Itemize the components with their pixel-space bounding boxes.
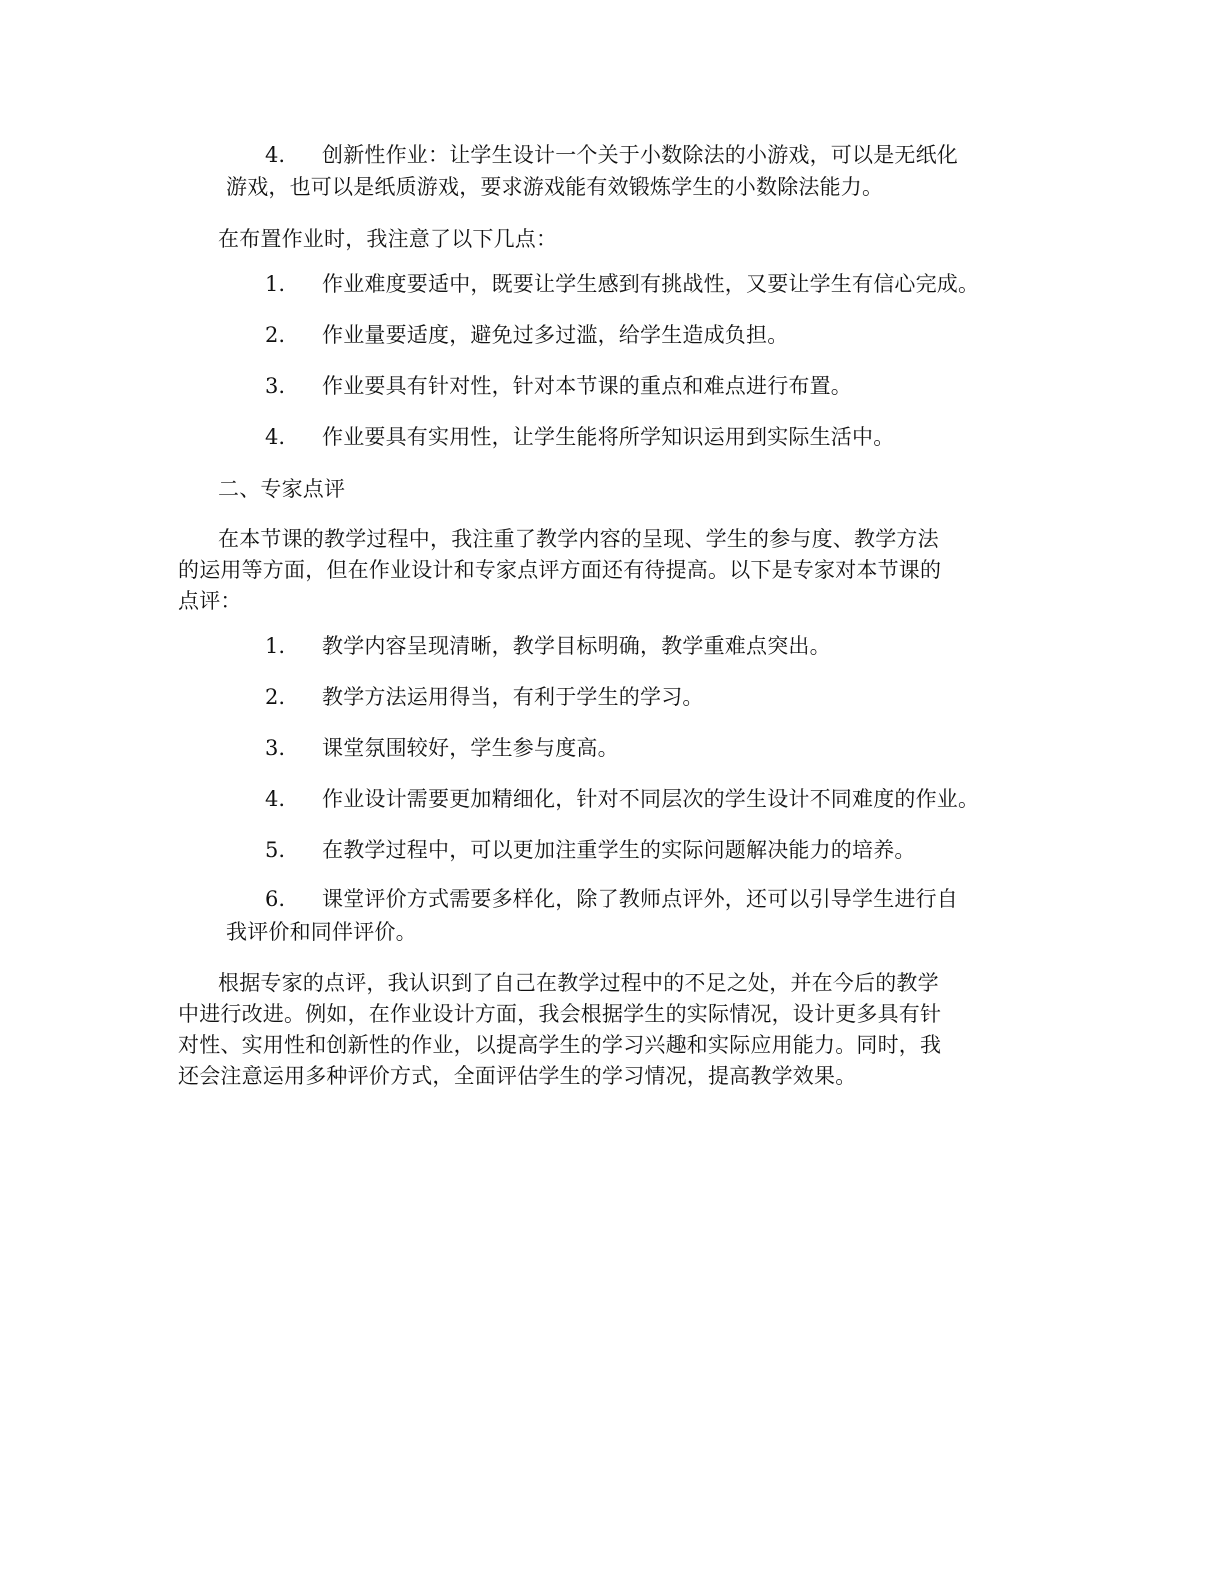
- list-number: 1.: [265, 272, 286, 296]
- list-number: 5.: [265, 838, 286, 862]
- list-item-text: 作业要具有针对性，针对本节课的重点和难点进行布置。: [322, 374, 852, 398]
- list-number: 4.: [265, 787, 286, 811]
- list-item-text-continued: 我评价和同伴评价。: [226, 920, 417, 944]
- paragraph-line: 中进行改进。例如，在作业设计方面，我会根据学生的实际情况，设计更多具有针: [178, 1002, 942, 1026]
- list-number: 1.: [265, 634, 286, 658]
- list-item-text: 课堂氛围较好，学生参与度高。: [322, 736, 619, 760]
- list-item-text: 教学内容呈现清晰，教学目标明确，教学重难点突出。: [322, 634, 831, 658]
- list-item-text: 作业设计需要更加精细化，针对不同层次的学生设计不同难度的作业。: [322, 787, 980, 811]
- list-number: 4.: [265, 425, 286, 449]
- paragraph-line: 在本节课的教学过程中，我注重了教学内容的呈现、学生的参与度、教学方法: [218, 527, 939, 551]
- paragraph-line: 还会注意运用多种评价方式，全面评估学生的学习情况，提高教学效果。: [178, 1064, 857, 1088]
- list-number: 4.: [265, 143, 286, 167]
- list-item-text: 作业量要适度，避免过多过滥，给学生造成负担。: [322, 323, 789, 347]
- list-number: 3.: [265, 736, 286, 760]
- list-item-text-continued: 游戏，也可以是纸质游戏，要求游戏能有效锻炼学生的小数除法能力。: [226, 175, 884, 199]
- list-number: 6.: [265, 887, 286, 911]
- list-number: 2.: [265, 323, 286, 347]
- section-heading: 二、专家点评: [218, 477, 346, 501]
- paragraph: 在布置作业时，我注意了以下几点：: [218, 227, 558, 251]
- paragraph-line: 点评：: [178, 589, 242, 613]
- list-item-text: 创新性作业：让学生设计一个关于小数除法的小游戏，可以是无纸化: [322, 143, 958, 167]
- list-number: 2.: [265, 685, 286, 709]
- paragraph-line: 的运用等方面，但在作业设计和专家点评方面还有待提高。以下是专家对本节课的: [178, 558, 942, 582]
- list-number: 3.: [265, 374, 286, 398]
- paragraph-line: 根据专家的点评，我认识到了自己在教学过程中的不足之处，并在今后的教学: [218, 971, 939, 995]
- list-item-text: 在教学过程中，可以更加注重学生的实际问题解决能力的培养。: [322, 838, 916, 862]
- list-item-text: 课堂评价方式需要多样化，除了教师点评外，还可以引导学生进行自: [322, 887, 958, 911]
- list-item-text: 作业难度要适中，既要让学生感到有挑战性，又要让学生有信心完成。: [322, 272, 980, 296]
- paragraph-line: 对性、实用性和创新性的作业，以提高学生的学习兴趣和实际应用能力。同时，我: [178, 1033, 942, 1057]
- list-item-text: 教学方法运用得当，有利于学生的学习。: [322, 685, 704, 709]
- list-item-text: 作业要具有实用性，让学生能将所学知识运用到实际生活中。: [322, 425, 895, 449]
